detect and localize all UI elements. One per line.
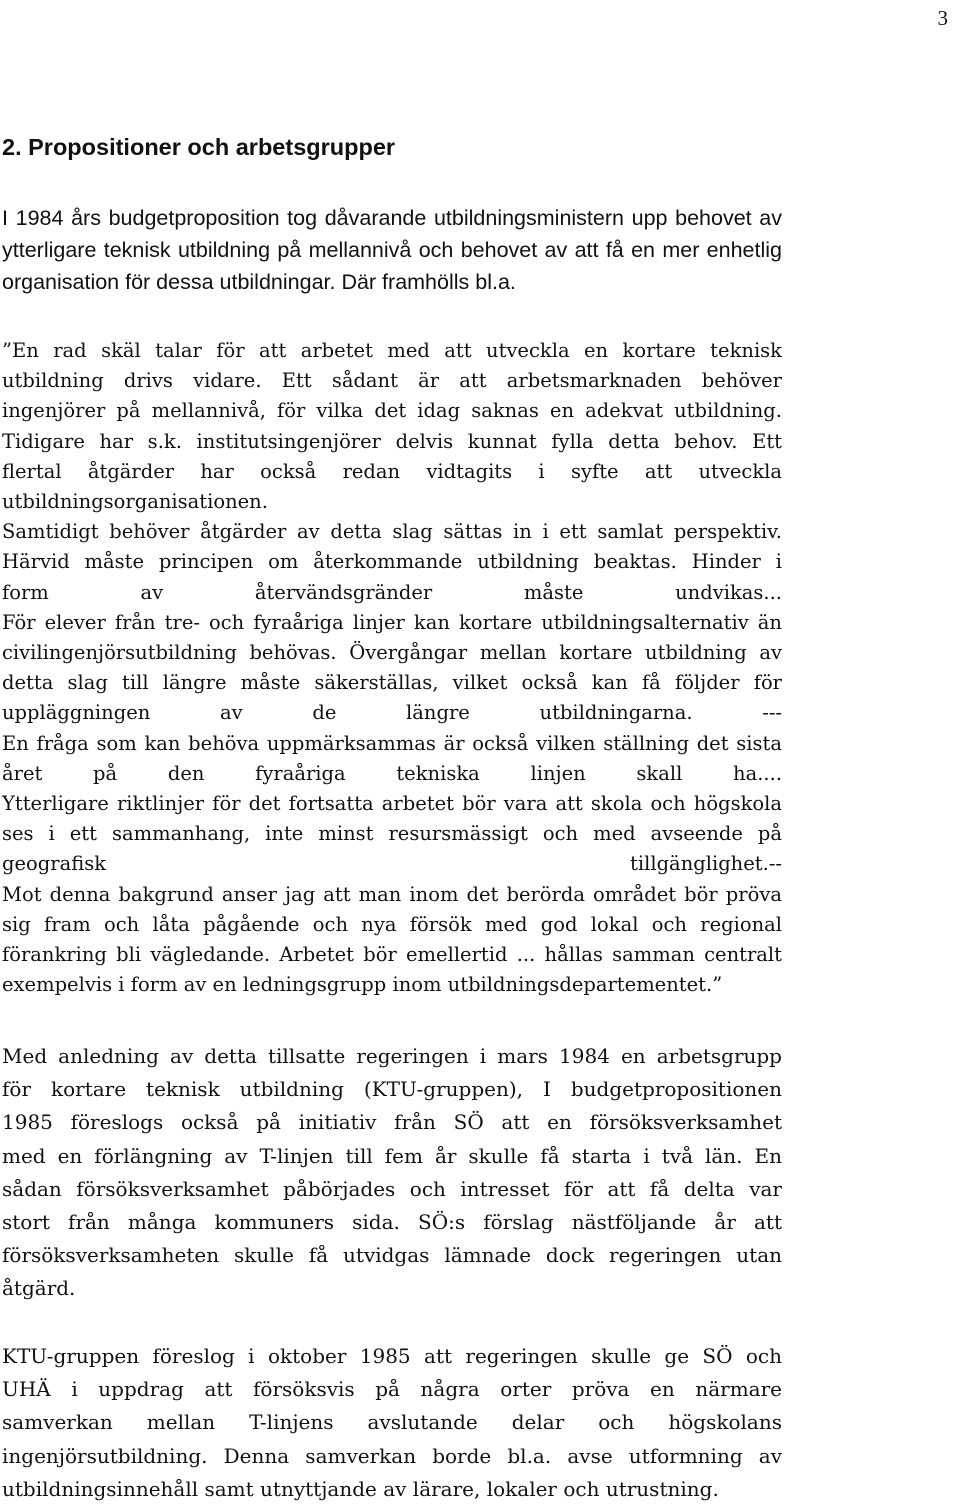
paragraph-line: för kortare teknisk utbildning (KTU-gruppen), I budgetpropositionen [2, 1077, 782, 1102]
quote-line: Mot denna bakgrund anser jag att man inom det berörda området bör pröva [2, 882, 782, 906]
quote-line: civilingenjörsutbildning behövas. Övergångar mellan kortare utbildning av [2, 641, 782, 665]
quote-line: ingenjörer på mellannivå, för vilka det idag saknas en adekvat utbildning. [2, 399, 782, 423]
quoted-passage [2, 336, 782, 1000]
paragraph-line: 1985 föreslogs också på initiativ från SÖ att en försöksverksamhet [2, 1110, 782, 1135]
quote-line: Härvid måste principen om återkommande utbildning beaktas. Hinder i [2, 550, 782, 574]
quote-line: sig fram och låta pågående och nya försök med god lokal och regional [2, 912, 782, 936]
quote-line: året på den fyraåriga tekniska linjen skall ha.... [2, 761, 782, 785]
paragraph-line: samverkan mellan T-linjens avslutande delar och högskolans [2, 1410, 782, 1435]
paragraph-line: Med anledning av detta tillsatte regeringen i mars 1984 en arbetsgrupp [2, 1044, 782, 1068]
quote-line: flertal åtgärder har också redan vidtagits i syfte att utveckla [2, 459, 782, 483]
quote-line: utbildningsorganisationen. [2, 490, 268, 514]
paragraph-line: ingenjörsutbildning. Denna samverkan borde bl.a. avse utformning av [2, 1443, 782, 1468]
quote-line: geografisk tillgänglighet.-- [2, 852, 782, 876]
quote-line: detta slag till längre måste säkerställas, vilket också kan få följder för [2, 671, 782, 695]
paragraph-line: UHÄ i uppdrag att försöksvis på några orter pröva en närmare [2, 1377, 782, 1402]
quote-line: ses i ett sammanhang, inte minst resursmässigt och med avseende på [2, 822, 782, 846]
quote-line: En fråga som kan behöva uppmärksammas är också vilken ställning det sista [2, 731, 782, 755]
quote-line: Samtidigt behöver åtgärder av detta slag sättas in i ett samlat perspektiv. [2, 520, 782, 544]
paragraph-line: utbildningsinnehåll samt utnyttjande av lärare, lokaler och utrustning. [2, 1476, 719, 1501]
quote-line: ”En rad skäl talar för att arbetet med att utveckla en kortare teknisk [2, 339, 782, 362]
section-heading: 2. Propositioner och arbetsgrupper [2, 134, 396, 160]
paragraph-line: KTU-gruppen föreslog i oktober 1985 att regeringen skulle ge SÖ och [2, 1344, 782, 1368]
quote-line: Tidigare har s.k. institutsingenjörer delvis kunnat fylla detta behov. Ett [2, 429, 782, 453]
intro-paragraph: I 1984 års budgetproposition tog dåvarande utbildningsministern upp behovet av ytterligare teknisk utbildning på mellannivå och behovet av att få en mer enhetlig organisation för dessa utbildningar. Där framhölls bl.a. [2, 206, 782, 294]
quote-line: form av återvändsgränder måste undvikas... [2, 580, 782, 604]
paragraph-line: försöksverksamheten skulle få utvidgas lämnade dock regeringen utan [2, 1243, 782, 1268]
quote-line: utbildning drivs vidare. Ett sådant är att arbetsmarknaden behöver [2, 369, 782, 393]
quote-line: För elever från tre- och fyraåriga linjer kan kortare utbildningsalternativ än [2, 610, 782, 634]
page-number: 3 [937, 6, 948, 30]
paragraph-line: sådan försöksverksamhet påbörjades och intresset för att få delta var [2, 1176, 782, 1201]
paragraph-ktu-proposal [2, 1340, 782, 1506]
quote-line: förankring bli vägledande. Arbetet bör emellertid ... hållas samman centralt [2, 943, 782, 967]
quote-line: exempelvis i form av en ledningsgrupp inom utbildningsdepartementet.” [2, 973, 723, 997]
paragraph-line: stort från många kommuners sida. SÖ:s förslag nästföljande år att [2, 1210, 782, 1235]
paragraph-ktu-group [2, 1040, 782, 1306]
paragraph-line: med en förlängning av T-linjen till fem år skulle få starta i två län. En [2, 1143, 782, 1168]
quote-line: Ytterligare riktlinjer för det fortsatta arbetet bör vara att skola och högskola [2, 792, 782, 816]
paragraph-line: åtgärd. [2, 1276, 76, 1301]
quote-line: uppläggningen av de längre utbildningarna. --- [2, 701, 782, 725]
